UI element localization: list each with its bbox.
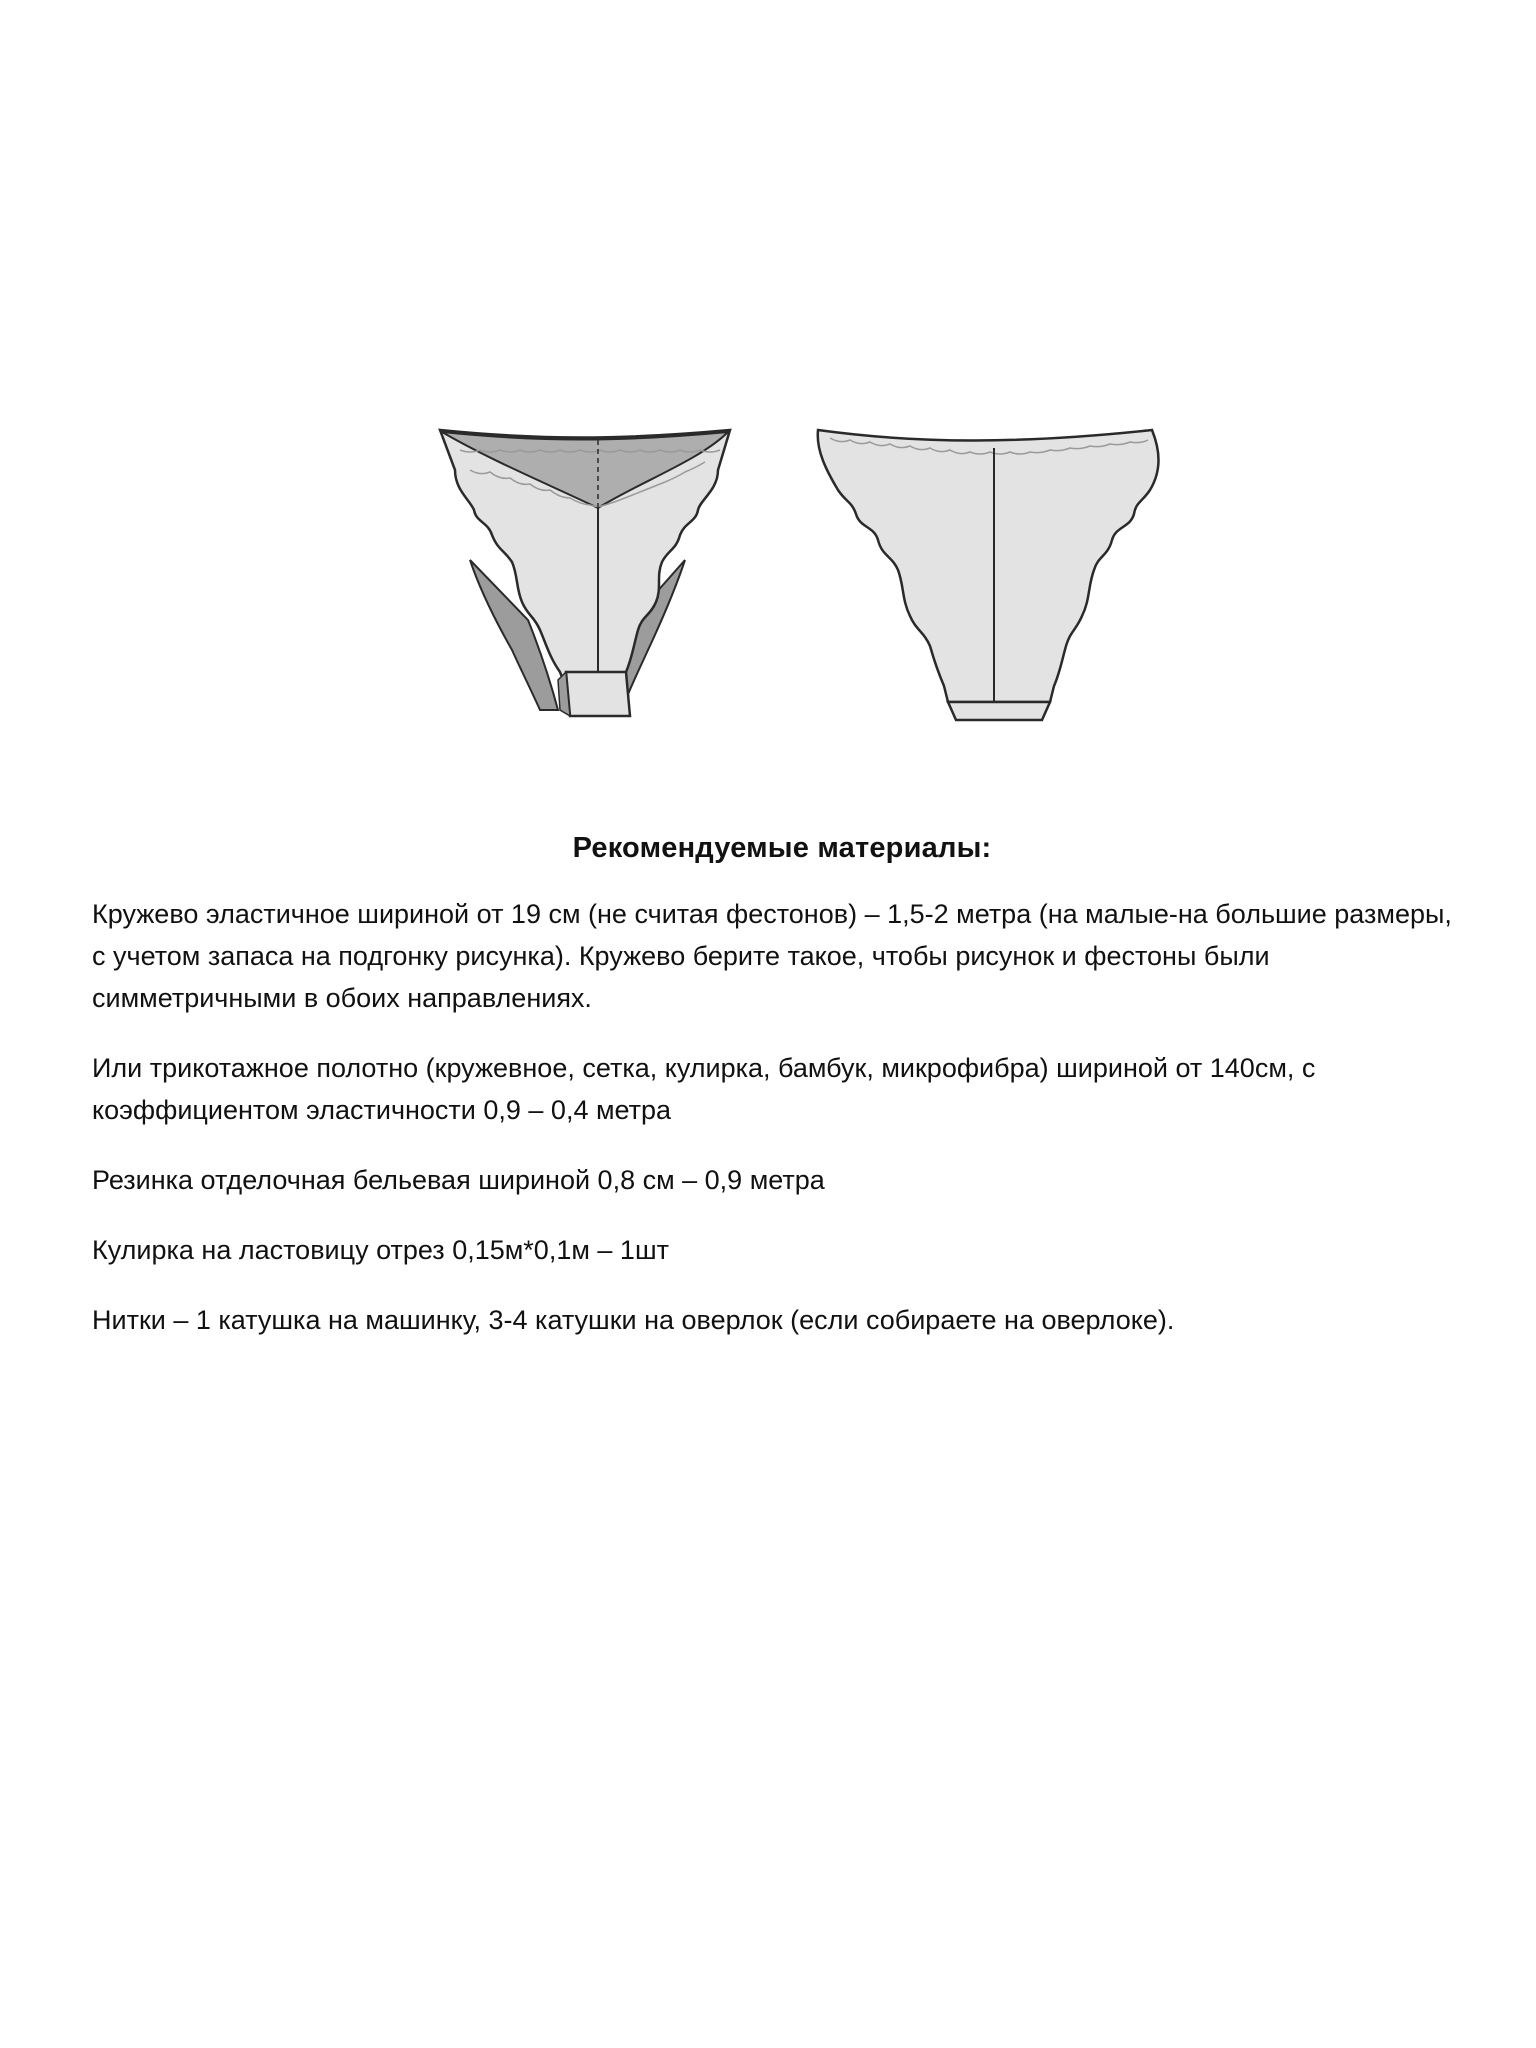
- material-item-gusset: Кулирка на ластовицу отрез 0,15м*0,1м – 1шт: [92, 1235, 669, 1265]
- material-item-elastic: Резинка отделочная бельевая шириной 0,8 см – 0,9 метра: [92, 1165, 825, 1195]
- materials-heading: Рекомендуемые материалы:: [572, 832, 992, 864]
- garment-front-icon: [440, 430, 730, 716]
- material-item-lace: Кружево эластичное шириной от 19 см (не считая фестонов) – 1,5-2 метра (на малые-на большие размеры, с учетом запаса на подгонку рисунка). Кружево берите такое, чтобы рисунок и фестоны были симметричными в обоих направлениях.: [92, 899, 1452, 1013]
- garment-illustration: [400, 410, 1180, 740]
- garment-back-icon: [818, 430, 1159, 720]
- material-item-knit-fabric: Или трикотажное полотно (кружевное, сетка, кулирка, бамбук, микрофибра) шириной от 140см, с коэффициентом эластичности 0,9 – 0,4 метра: [92, 1053, 1316, 1125]
- materials-section: [92, 832, 1472, 1369]
- material-item-threads: Нитки – 1 катушка на машинку, 3-4 катушки на оверлок (если собираете на оверлоке).: [92, 1305, 1175, 1335]
